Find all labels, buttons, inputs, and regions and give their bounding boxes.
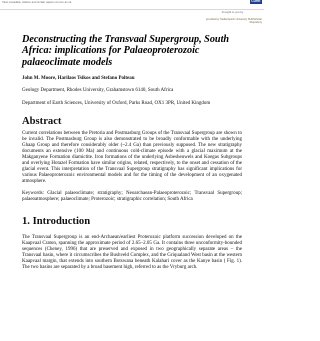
introduction-heading: 1. Introduction	[22, 216, 91, 228]
brought-to-you-label: brought to you by	[221, 10, 244, 14]
core-branding	[202, 0, 262, 24]
abstract-heading: Abstract	[22, 116, 62, 128]
keywords-text: Keywords: Glacial palaeoclimate; stratigraphy; Neoarchaean-Palaeoproterozoic; Transvaal Supergroup; palaeoatmosphere; palaeoclimate; Proterozoic; stratigraphic correlation; South Africa	[22, 191, 242, 203]
repository-provider-link[interactable]: provided by Stellenbosch University SUNScholar Repository	[205, 18, 262, 24]
abstract-text: Current correlations between the Pretoria and Postmasburg Groups of the Transvaal Supergroup are shown to be invalid. The Postmasburg Group is also demonstrated to be broadly conformable with the underlying Ghaap Group and therefore considerably older (~2.4 Ga) than previously supposed. The new stratigraphy documents an extensive (100 Ma) and continuous cold-climate episode with a glacial maximum at the Makganyene Formation diamictite. Iron formations of the underlying Asbesheuwels and Koegas Subgroups and overlying Hotazel Formation have similar origins, related, respectively, to the onset and cessation of the glacial event. This interpretation of the Transvaal Supergroup stratigraphy has significant implications for various Palaeoproterozoic environmental models and for the timing of the development of an oxygenated atmosphere.	[22, 131, 242, 185]
paper-page	[22, 34, 242, 271]
affiliation-rhodes: Geology Department, Rhodes University, Grahamstown 6140, South Africa	[22, 88, 174, 94]
paper-title: Deconstructing the Transvaal Supergroup, South Africa: implications for Palaeoproterozoic palaeoclimate models	[22, 34, 230, 68]
core-logo[interactable]: CORE	[251, 0, 261, 3]
core-header-bar	[0, 0, 264, 24]
affiliation-oxford: Department of Earth Sciences, University of Oxford, Parks Road, OX1 3PR, United Kingdom	[22, 101, 211, 107]
paper-authors: John M. Moore, Harilaos Tsikos and Stefano Polteau	[22, 76, 135, 82]
core-metadata-link[interactable]: View metadata, citation and similar papers at core.ac.uk	[2, 0, 72, 4]
introduction-text: The Transvaal Supergroup is an end-Archaean/earliest Proterozoic platform succession developed on the Kaapvaal Craton, spanning the approximate period of 2.65–2.05 Ga. It contains three unconformity-bounded sequences (Cheney, 1996) that are preserved and exposed in two geographically separate areas – the Transvaal basin, where it circumscribes the Bushveld Complex, and the Griqualand West basin at the western Kaapvaal margin, that extends into southern Botswana beneath Kalahari cover as the Kanye basin ( Fig. 1). The two basins are separated by a broad basement high, referred to as the Vryburg arch.	[22, 235, 242, 271]
